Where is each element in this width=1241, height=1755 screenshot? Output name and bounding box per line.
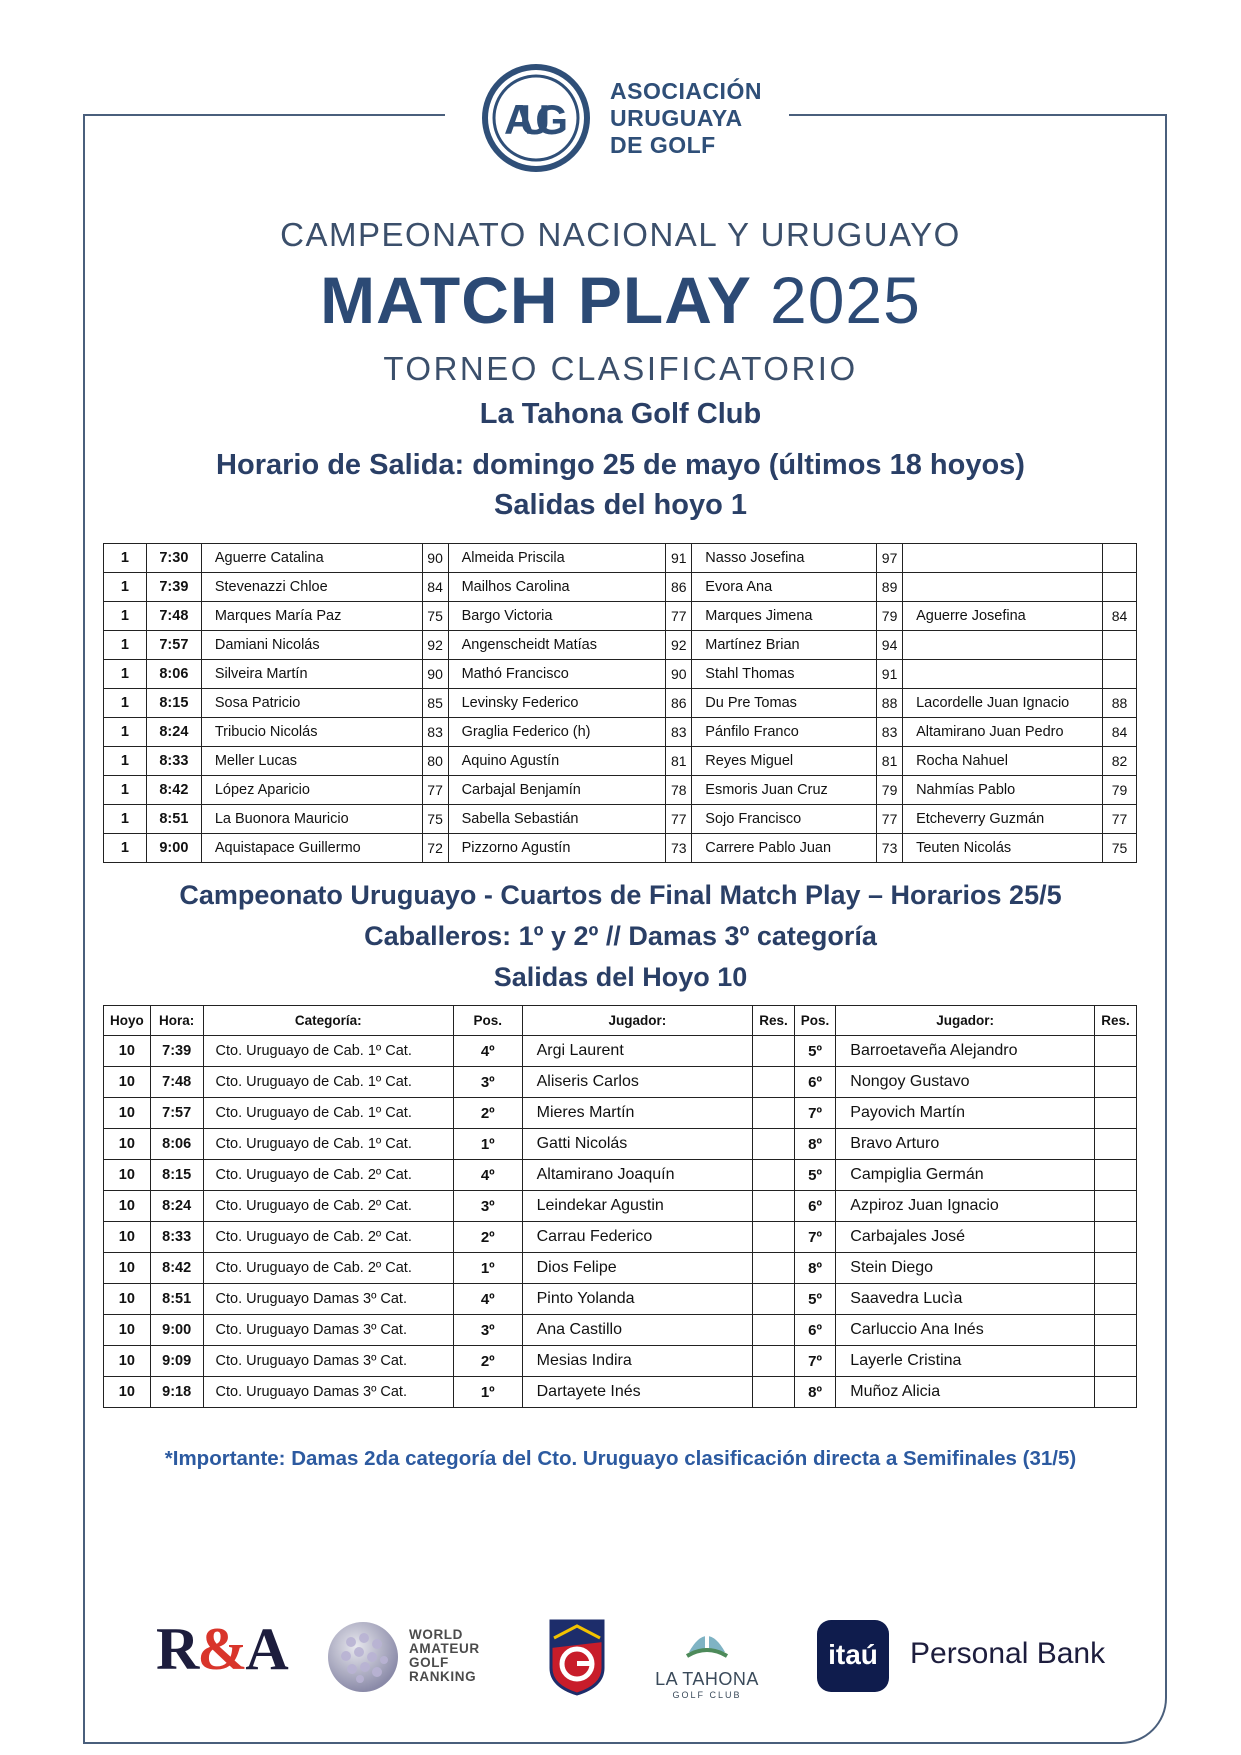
handicap-cell: 79 <box>1102 776 1136 805</box>
player-cell: Payovich Martín <box>836 1098 1095 1129</box>
handicap-cell: 84 <box>422 573 448 602</box>
position-cell: 1º <box>453 1377 522 1408</box>
la-tahona-icon <box>685 1622 729 1662</box>
title-year: 2025 <box>770 263 921 337</box>
time-cell: 7:57 <box>150 1098 203 1129</box>
handicap-cell: 86 <box>666 573 692 602</box>
position-cell: 2º <box>453 1346 522 1377</box>
hole-cell: 10 <box>104 1036 151 1067</box>
hole10-row <box>104 1284 1137 1315</box>
category-cell: Cto. Uruguayo de Cab. 2º Cat. <box>203 1191 453 1222</box>
frame-top-left <box>83 114 445 116</box>
category-cell: Cto. Uruguayo de Cab. 2º Cat. <box>203 1253 453 1284</box>
time-cell: 8:15 <box>150 1160 203 1191</box>
hole-cell: 10 <box>104 1346 151 1377</box>
player-cell: Pizzorno Agustín <box>448 834 666 863</box>
result-cell <box>753 1346 795 1377</box>
waggr-line-2: AMATEUR <box>409 1641 480 1656</box>
hole-cell: 1 <box>104 776 147 805</box>
player-cell: Aguerre Josefina <box>903 602 1103 631</box>
hole-cell: 1 <box>104 805 147 834</box>
hole-cell: 1 <box>104 834 147 863</box>
hole10-row <box>104 1160 1137 1191</box>
handicap-cell: 79 <box>877 602 903 631</box>
handicap-cell: 78 <box>666 776 692 805</box>
hole-cell: 10 <box>104 1222 151 1253</box>
player-cell: Aquino Agustín <box>448 747 666 776</box>
player-cell: Bargo Victoria <box>448 602 666 631</box>
hole1-row <box>104 747 1137 776</box>
result-cell <box>1095 1284 1137 1315</box>
hole-cell: 10 <box>104 1098 151 1129</box>
hole1-row <box>104 573 1137 602</box>
handicap-cell: 88 <box>877 689 903 718</box>
category-cell: Cto. Uruguayo Damas 3º Cat. <box>203 1315 453 1346</box>
time-cell: 8:06 <box>146 660 201 689</box>
hole-cell: 1 <box>104 544 147 573</box>
time-cell: 8:42 <box>150 1253 203 1284</box>
result-cell <box>753 1160 795 1191</box>
hole-cell: 1 <box>104 660 147 689</box>
hole1-row <box>104 776 1137 805</box>
handicap-cell: 92 <box>666 631 692 660</box>
position-cell: 5º <box>794 1284 836 1315</box>
player-cell: Mailhos Carolina <box>448 573 666 602</box>
player-cell: La Buonora Mauricio <box>201 805 422 834</box>
player-cell: Azpiroz Juan Ignacio <box>836 1191 1095 1222</box>
handicap-cell: 90 <box>666 660 692 689</box>
org-line-3: DE GOLF <box>610 132 716 158</box>
hole1-title: Salidas del hoyo 1 <box>493 489 748 521</box>
position-cell: 4º <box>453 1036 522 1067</box>
player-cell: Silveira Martín <box>201 660 422 689</box>
player-cell: Aquistapace Guillermo <box>201 834 422 863</box>
aug-logo-icon <box>480 62 592 174</box>
position-cell: 3º <box>453 1191 522 1222</box>
column-header: Jugador: <box>522 1006 753 1036</box>
player-cell: Stein Diego <box>836 1253 1095 1284</box>
position-cell: 4º <box>453 1284 522 1315</box>
hole1-row <box>104 834 1137 863</box>
player-cell: Rocha Nahuel <box>903 747 1103 776</box>
hole-cell: 1 <box>104 631 147 660</box>
hole10-row <box>104 1036 1137 1067</box>
player-cell <box>903 660 1103 689</box>
time-cell: 8:24 <box>146 718 201 747</box>
column-header: Categoría: <box>203 1006 453 1036</box>
hole10-row <box>104 1129 1137 1160</box>
handicap-cell: 92 <box>422 631 448 660</box>
handicap-cell: 91 <box>666 544 692 573</box>
handicap-cell: 77 <box>666 805 692 834</box>
position-cell: 6º <box>794 1191 836 1222</box>
player-cell: Gatti Nicolás <box>522 1129 753 1160</box>
player-cell: Stevenazzi Chloe <box>201 573 422 602</box>
player-cell: Sabella Sebastián <box>448 805 666 834</box>
result-cell <box>1095 1315 1137 1346</box>
position-cell: 1º <box>453 1253 522 1284</box>
handicap-cell: 75 <box>1102 834 1136 863</box>
org-line-1: ASOCIACIÓN <box>610 78 762 104</box>
player-cell: Dios Felipe <box>522 1253 753 1284</box>
position-cell: 6º <box>794 1315 836 1346</box>
handicap-cell <box>1102 544 1136 573</box>
column-header: Res. <box>753 1006 795 1036</box>
player-cell: Campiglia Germán <box>836 1160 1095 1191</box>
handicap-cell: 79 <box>877 776 903 805</box>
result-cell <box>1095 1222 1137 1253</box>
player-cell: Bravo Arturo <box>836 1129 1095 1160</box>
hole-cell: 1 <box>104 602 147 631</box>
time-cell: 7:48 <box>150 1067 203 1098</box>
time-cell: 9:18 <box>150 1377 203 1408</box>
hole1-row <box>104 631 1137 660</box>
player-cell: Sosa Patricio <box>201 689 422 718</box>
category-cell: Cto. Uruguayo de Cab. 2º Cat. <box>203 1160 453 1191</box>
club-shield-icon <box>548 1618 606 1696</box>
position-cell: 8º <box>794 1129 836 1160</box>
result-cell <box>1095 1098 1137 1129</box>
handicap-cell: 81 <box>877 747 903 776</box>
hole10-row <box>104 1253 1137 1284</box>
player-cell: Dartayete Inés <box>522 1377 753 1408</box>
position-cell: 3º <box>453 1067 522 1098</box>
player-cell: Pinto Yolanda <box>522 1284 753 1315</box>
personal-bank-text: Personal Bank <box>910 1637 1106 1670</box>
player-cell: Carrere Pablo Juan <box>692 834 877 863</box>
hole1-row <box>104 544 1137 573</box>
frame-top-right <box>789 114 1165 116</box>
player-cell: Argi Laurent <box>522 1036 753 1067</box>
player-cell: Aguerre Catalina <box>201 544 422 573</box>
handicap-cell: 83 <box>666 718 692 747</box>
result-cell <box>1095 1036 1137 1067</box>
result-cell <box>1095 1191 1137 1222</box>
position-cell: 8º <box>794 1253 836 1284</box>
hole-cell: 10 <box>104 1253 151 1284</box>
result-cell <box>753 1098 795 1129</box>
hole10-row <box>104 1346 1137 1377</box>
title-line-1: CAMPEONATO NACIONAL Y URUGUAYO <box>280 216 961 253</box>
handicap-cell: 94 <box>877 631 903 660</box>
time-cell: 7:30 <box>146 544 201 573</box>
handicap-cell <box>1102 573 1136 602</box>
player-cell: Etcheverry Guzmán <box>903 805 1103 834</box>
player-cell: Altamirano Juan Pedro <box>903 718 1103 747</box>
hole-cell: 10 <box>104 1067 151 1098</box>
player-cell: Nongoy Gustavo <box>836 1067 1095 1098</box>
player-cell: Meller Lucas <box>201 747 422 776</box>
la-tahona-name: LA TAHONA <box>655 1669 759 1689</box>
player-cell: Sojo Francisco <box>692 805 877 834</box>
handicap-cell: 86 <box>666 689 692 718</box>
column-header: Pos. <box>453 1006 522 1036</box>
handicap-cell <box>1102 631 1136 660</box>
hole1-row <box>104 805 1137 834</box>
category-cell: Cto. Uruguayo Damas 3º Cat. <box>203 1377 453 1408</box>
time-cell: 7:39 <box>150 1036 203 1067</box>
hole-cell: 1 <box>104 747 147 776</box>
title-line-3: TORNEO CLASIFICATORIO <box>383 350 858 387</box>
player-cell: Carbajales José <box>836 1222 1095 1253</box>
hole-cell: 10 <box>104 1377 151 1408</box>
waggr-line-4: RANKING <box>409 1669 477 1684</box>
player-cell: Leindekar Agustin <box>522 1191 753 1222</box>
player-cell: Mesias Indira <box>522 1346 753 1377</box>
player-cell: Nasso Josefina <box>692 544 877 573</box>
position-cell: 7º <box>794 1098 836 1129</box>
result-cell <box>753 1129 795 1160</box>
player-cell: Barroetaveña Alejandro <box>836 1036 1095 1067</box>
handicap-cell: 85 <box>422 689 448 718</box>
handicap-cell: 84 <box>1102 602 1136 631</box>
time-cell: 9:09 <box>150 1346 203 1377</box>
position-cell: 5º <box>794 1036 836 1067</box>
category-cell: Cto. Uruguayo de Cab. 1º Cat. <box>203 1098 453 1129</box>
handicap-cell: 80 <box>422 747 448 776</box>
time-cell: 8:33 <box>150 1222 203 1253</box>
hole1-table <box>103 543 1137 863</box>
position-cell: 7º <box>794 1346 836 1377</box>
player-cell: Nahmías Pablo <box>903 776 1103 805</box>
player-cell: Muñoz Alicia <box>836 1377 1095 1408</box>
time-cell: 7:57 <box>146 631 201 660</box>
result-cell <box>1095 1160 1137 1191</box>
player-cell: Evora Ana <box>692 573 877 602</box>
result-cell <box>753 1222 795 1253</box>
player-cell: Damiani Nicolás <box>201 631 422 660</box>
player-cell <box>903 631 1103 660</box>
section2-subtitle: Caballeros: 1º y 2º // Damas 3º categoría <box>364 921 877 951</box>
handicap-cell: 77 <box>666 602 692 631</box>
player-cell <box>903 573 1103 602</box>
column-header: Pos. <box>794 1006 836 1036</box>
time-cell: 9:00 <box>146 834 201 863</box>
handicap-cell <box>1102 660 1136 689</box>
category-cell: Cto. Uruguayo de Cab. 2º Cat. <box>203 1222 453 1253</box>
column-header: Res. <box>1095 1006 1137 1036</box>
time-cell: 8:06 <box>150 1129 203 1160</box>
handicap-cell: 72 <box>422 834 448 863</box>
result-cell <box>1095 1253 1137 1284</box>
category-cell: Cto. Uruguayo Damas 3º Cat. <box>203 1284 453 1315</box>
waggr-logo-text <box>409 1628 480 1684</box>
player-cell <box>903 544 1103 573</box>
player-cell: Reyes Miguel <box>692 747 877 776</box>
venue: La Tahona Golf Club <box>479 398 762 430</box>
column-header: Hoyo <box>104 1006 151 1036</box>
handicap-cell: 77 <box>877 805 903 834</box>
title-main <box>0 262 1241 338</box>
hole10-row <box>104 1377 1137 1408</box>
player-cell: Layerle Cristina <box>836 1346 1095 1377</box>
logo-text: AUG <box>504 96 568 143</box>
hole-cell: 10 <box>104 1160 151 1191</box>
hole-cell: 10 <box>104 1129 151 1160</box>
hole10-row <box>104 1098 1137 1129</box>
handicap-cell: 90 <box>422 660 448 689</box>
player-cell: Aliseris Carlos <box>522 1067 753 1098</box>
player-cell: Levinsky Federico <box>448 689 666 718</box>
hole10-title: Salidas del Hoyo 10 <box>493 962 748 992</box>
handicap-cell: 88 <box>1102 689 1136 718</box>
time-cell: 8:15 <box>146 689 201 718</box>
player-cell: Mathó Francisco <box>448 660 666 689</box>
organization-name <box>610 78 762 159</box>
hole-cell: 1 <box>104 573 147 602</box>
player-cell: Du Pre Tomas <box>692 689 877 718</box>
position-cell: 2º <box>453 1098 522 1129</box>
hole1-row <box>104 602 1137 631</box>
player-cell: Esmoris Juan Cruz <box>692 776 877 805</box>
player-cell: Teuten Nicolás <box>903 834 1103 863</box>
column-header: Hora: <box>150 1006 203 1036</box>
ra-logo-text: R&A <box>156 1616 287 1682</box>
player-cell: Graglia Federico (h) <box>448 718 666 747</box>
result-cell <box>1095 1067 1137 1098</box>
player-cell: Altamirano Joaquín <box>522 1160 753 1191</box>
handicap-cell: 83 <box>877 718 903 747</box>
player-cell: López Aparicio <box>201 776 422 805</box>
result-cell <box>753 1284 795 1315</box>
position-cell: 5º <box>794 1160 836 1191</box>
time-cell: 8:24 <box>150 1191 203 1222</box>
position-cell: 1º <box>453 1129 522 1160</box>
hole1-row <box>104 689 1137 718</box>
player-cell: Carbajal Benjamín <box>448 776 666 805</box>
handicap-cell: 75 <box>422 602 448 631</box>
handicap-cell: 89 <box>877 573 903 602</box>
player-cell: Angenscheidt Matías <box>448 631 666 660</box>
waggr-line-1: WORLD <box>409 1627 463 1642</box>
time-cell: 7:48 <box>146 602 201 631</box>
result-cell <box>753 1253 795 1284</box>
hole10-table <box>103 1005 1137 1408</box>
hole-cell: 10 <box>104 1284 151 1315</box>
category-cell: Cto. Uruguayo Damas 3º Cat. <box>203 1346 453 1377</box>
hole10-row <box>104 1315 1137 1346</box>
ra-logo <box>156 1615 287 1684</box>
player-cell: Saavedra Lucìa <box>836 1284 1095 1315</box>
player-cell: Martínez Brian <box>692 631 877 660</box>
hole10-row <box>104 1222 1137 1253</box>
org-line-2: URUGUAYA <box>610 105 743 131</box>
schedule-title: Horario de Salida: domingo 25 de mayo (últimos 18 hoyos) <box>216 449 1025 481</box>
handicap-cell: 97 <box>877 544 903 573</box>
category-cell: Cto. Uruguayo de Cab. 1º Cat. <box>203 1129 453 1160</box>
hole-cell: 1 <box>104 718 147 747</box>
itau-logo: itaú <box>817 1620 889 1692</box>
player-cell: Lacordelle Juan Ignacio <box>903 689 1103 718</box>
handicap-cell: 77 <box>1102 805 1136 834</box>
time-cell: 8:51 <box>146 805 201 834</box>
hole10-row <box>104 1191 1137 1222</box>
waggr-line-3: GOLF <box>409 1655 449 1670</box>
category-cell: Cto. Uruguayo de Cab. 1º Cat. <box>203 1036 453 1067</box>
player-cell: Ana Castillo <box>522 1315 753 1346</box>
handicap-cell: 81 <box>666 747 692 776</box>
player-cell: Mieres Martín <box>522 1098 753 1129</box>
handicap-cell: 82 <box>1102 747 1136 776</box>
position-cell: 3º <box>453 1315 522 1346</box>
hole-cell: 1 <box>104 689 147 718</box>
result-cell <box>753 1191 795 1222</box>
handicap-cell: 73 <box>877 834 903 863</box>
position-cell: 8º <box>794 1377 836 1408</box>
la-tahona-sub: GOLF CLUB <box>672 1690 742 1700</box>
handicap-cell: 73 <box>666 834 692 863</box>
section2-title: Campeonato Uruguayo - Cuartos de Final Match Play – Horarios 25/5 <box>179 880 1062 910</box>
player-cell: Tribucio Nicolás <box>201 718 422 747</box>
time-cell: 9:00 <box>150 1315 203 1346</box>
category-cell: Cto. Uruguayo de Cab. 1º Cat. <box>203 1067 453 1098</box>
handicap-cell: 91 <box>877 660 903 689</box>
position-cell: 4º <box>453 1160 522 1191</box>
result-cell <box>753 1315 795 1346</box>
hole-cell: 10 <box>104 1315 151 1346</box>
time-cell: 8:51 <box>150 1284 203 1315</box>
player-cell: Carluccio Ana Inés <box>836 1315 1095 1346</box>
result-cell <box>1095 1129 1137 1160</box>
handicap-cell: 75 <box>422 805 448 834</box>
time-cell: 8:42 <box>146 776 201 805</box>
hole10-row <box>104 1067 1137 1098</box>
la-tahona-logo <box>652 1622 762 1700</box>
handicap-cell: 90 <box>422 544 448 573</box>
position-cell: 2º <box>453 1222 522 1253</box>
player-cell: Almeida Priscila <box>448 544 666 573</box>
player-cell: Marques María Paz <box>201 602 422 631</box>
player-cell: Marques Jimena <box>692 602 877 631</box>
time-cell: 8:33 <box>146 747 201 776</box>
player-cell: Carrau Federico <box>522 1222 753 1253</box>
result-cell <box>753 1036 795 1067</box>
player-cell: Stahl Thomas <box>692 660 877 689</box>
waggr-golfball-icon <box>326 1620 400 1694</box>
handicap-cell: 77 <box>422 776 448 805</box>
position-cell: 7º <box>794 1222 836 1253</box>
column-header: Jugador: <box>836 1006 1095 1036</box>
title-main-text: MATCH PLAY <box>320 263 751 337</box>
hole1-row <box>104 660 1137 689</box>
result-cell <box>1095 1346 1137 1377</box>
handicap-cell: 83 <box>422 718 448 747</box>
result-cell <box>1095 1377 1137 1408</box>
hole-cell: 10 <box>104 1191 151 1222</box>
position-cell: 6º <box>794 1067 836 1098</box>
player-cell: Pánfilo Franco <box>692 718 877 747</box>
hole1-row <box>104 718 1137 747</box>
important-note: *Importante: Damas 2da categoría del Cto. Uruguayo clasificación directa a Semifinales (31/5) <box>164 1447 1077 1470</box>
handicap-cell: 84 <box>1102 718 1136 747</box>
result-cell <box>753 1067 795 1098</box>
result-cell <box>753 1377 795 1408</box>
time-cell: 7:39 <box>146 573 201 602</box>
